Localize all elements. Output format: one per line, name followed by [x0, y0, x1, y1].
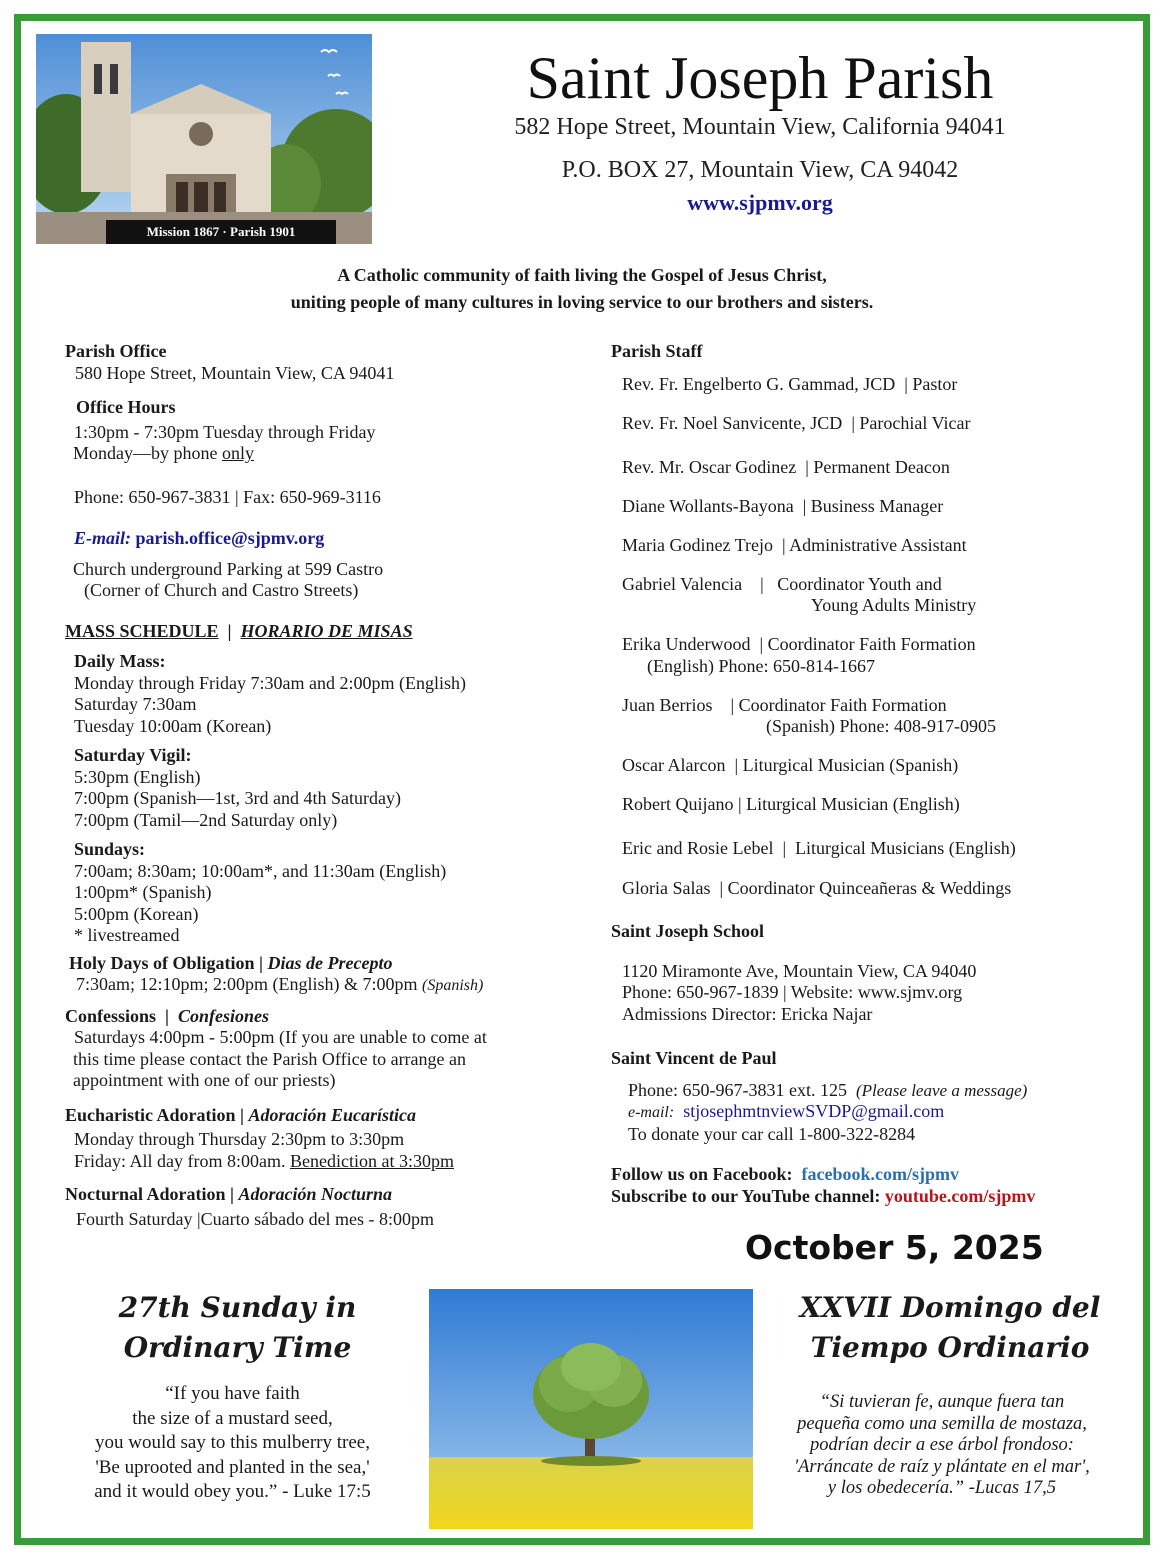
quote-line: “Si tuvieran fe, aunque fuera tan [819, 1392, 1065, 1412]
tree-illustration [429, 1289, 753, 1529]
nocturnal-heading: Nocturnal Adoration | Adoración Nocturna [65, 1184, 393, 1204]
youtube-label: Subscribe to our YouTube channel: [611, 1185, 881, 1206]
staff-role: Permanent Deacon [813, 457, 950, 477]
office-phone-fax: Phone: 650-967-3831 | Fax: 650-969-3116 [74, 486, 381, 507]
holy-days-heading: Holy Days of Obligation | Dias de Precepto [69, 952, 393, 973]
confessions-heading-es: Confesiones [178, 1005, 270, 1026]
sunday-line: 5:00pm (Korean) [74, 903, 199, 924]
mass-heading-es: HORARIO DE MISAS [240, 620, 413, 641]
staff-member: Rev. Fr. Noel Sanvicente, JCD | Parochial Vicar [622, 413, 971, 433]
sunday-title-line: Tiempo Ordinario [810, 1331, 1090, 1364]
staff-member: Oscar Alarcon | Liturgical Musician (Spanish) [622, 755, 959, 775]
sunday-mass [65, 839, 585, 947]
parish-website-link[interactable]: www.sjpmv.org [687, 190, 833, 215]
staff-member: Rev. Mr. Oscar Godinez | Permanent Deacon [622, 457, 950, 477]
facebook-row [611, 1164, 1141, 1186]
school-phone-web: Phone: 650-967-1839 | Website: www.sjmv.org [622, 982, 963, 1002]
staff-role: Business Manager [810, 496, 944, 516]
quote-line: y los obedecería.” -Lucas 17,5 [827, 1478, 1057, 1498]
adoration-heading-es: Adoración Eucarística [248, 1104, 417, 1125]
quote-line: podrían decir a ese árbol frondoso: [810, 1435, 1074, 1455]
staff-role: Liturgical Musicians (English) [795, 838, 1016, 858]
staff-member: Maria Godinez Trejo | Administrative Assistant [622, 535, 967, 555]
adoration-line: Monday through Thursday 2:30pm to 3:30pm [74, 1129, 405, 1149]
nocturnal-line: Fourth Saturday |Cuarto sábado del mes - 8:00pm [76, 1208, 435, 1229]
daily-mass-line: Saturday 7:30am [74, 694, 197, 714]
tree-photo [429, 1289, 753, 1529]
daily-mass-heading: Daily Mass: [74, 651, 166, 671]
youtube-row [611, 1186, 1141, 1208]
svdp-phone-number: Phone: 650-967-3831 ext. 125 [628, 1079, 847, 1100]
quote-line: “If you have faith [165, 1383, 300, 1404]
sunday-title-spanish [760, 1288, 1140, 1368]
parking-info-detail: (Corner of Church and Castro Streets) [84, 580, 359, 600]
staff-name: Eric and Rosie Lebel [622, 838, 774, 858]
staff-member: Gabriel Valencia | Coordinator Youth and [622, 574, 942, 594]
staff-name: Rev. Fr. Noel Sanvicente, JCD [622, 413, 843, 433]
staff-member: Eric and Rosie Lebel | Liturgical Musicians (English) [622, 838, 1016, 858]
staff-role: Coordinator Youth and [777, 574, 942, 594]
vigil-line: 5:30pm (English) [74, 766, 201, 787]
staff-name: Erika Underwood [622, 634, 751, 654]
staff-name: Robert Quijano [622, 794, 734, 814]
staff-name: Oscar Alarcon [622, 755, 726, 775]
adoration-line-friday [65, 1151, 585, 1173]
staff-role: Coordinator Faith Formation [738, 695, 947, 715]
benediction-text: Benediction at 3:30pm [289, 1150, 454, 1171]
svdp-email-label: e-mail: [628, 1104, 675, 1121]
parish-office-section [65, 341, 585, 1230]
parish-staff-heading: Parish Staff [611, 341, 703, 361]
daily-mass [65, 651, 585, 737]
sunday-line: * livestreamed [74, 925, 180, 945]
sunday-heading: Sundays: [74, 839, 146, 859]
church-photo [36, 34, 372, 244]
holy-times: 7:30am; 12:10pm; 2:00pm (English) & 7:00pm [76, 974, 418, 994]
office-hours-only: only [221, 443, 254, 463]
staff-member: Juan Berrios | Coordinator Faith Formation [622, 695, 947, 715]
holy-heading-en: Holy Days of Obligation [69, 952, 255, 973]
confessions-line: Saturdays 4:00pm - 5:00pm (If you are unable to come at [74, 1027, 487, 1047]
staff-member: Rev. Fr. Engelberto G. Gammad, JCD | Pastor [622, 374, 958, 394]
school-address: 1120 Miramonte Ave, Mountain View, CA 94040 [622, 960, 977, 981]
vigil-line: 7:00pm (Tamil—2nd Saturday only) [74, 809, 338, 830]
facebook-link[interactable]: facebook.com/sjpmv [801, 1164, 959, 1184]
quote-line: and it would obey you.” - Luke 17:5 [94, 1481, 371, 1502]
quote-line: 'Arráncate de raíz y plántate en el mar', [794, 1456, 1090, 1477]
svdp-email-link[interactable]: stjosephmtnviewSVDP@gmail.com [683, 1101, 945, 1121]
staff-name: Rev. Fr. Engelberto G. Gammad, JCD [622, 374, 896, 394]
sunday-title-english [60, 1288, 415, 1368]
mass-schedule-heading [65, 621, 585, 643]
staff-role: Parochial Vicar [859, 413, 971, 433]
svdp-phone [611, 1080, 1141, 1102]
office-hours-line: 1:30pm - 7:30pm Tuesday through Friday [74, 421, 376, 442]
office-email-link[interactable]: parish.office@sjpmv.org [135, 528, 325, 548]
holy-days-times [69, 974, 585, 997]
staff-role-continued: (English) Phone: 650-814-1667 [647, 656, 875, 676]
holy-days [65, 953, 585, 997]
daily-mass-line: Tuesday 10:00am (Korean) [74, 715, 272, 736]
vigil-line: 7:00pm (Spanish—1st, 3rd and 4th Saturday) [74, 788, 401, 808]
school-section [611, 921, 1131, 1025]
svdp-heading: Saint Vincent de Paul [611, 1048, 777, 1068]
nocturnal-heading-es: Adoración Nocturna [238, 1184, 393, 1204]
parish-po-box: P.O. BOX 27, Mountain View, CA 94042 [561, 157, 959, 183]
facebook-label: Follow us on Facebook: [611, 1164, 793, 1184]
staff-role: Administrative Assistant [789, 535, 967, 555]
eucharistic-adoration [65, 1105, 585, 1173]
staff-name: Maria Godinez Trejo [622, 535, 773, 555]
nocturnal-adoration [65, 1184, 585, 1230]
staff-member: Erika Underwood | Coordinator Faith Formation [622, 634, 976, 654]
nocturnal-heading-en: Nocturnal Adoration [65, 1184, 226, 1204]
holy-heading-es: Dias de Precepto [267, 952, 393, 973]
staff-name: Diane Wollants-Bayona [622, 496, 794, 516]
svdp-phone-note: (Please leave a message) [855, 1080, 1028, 1100]
confessions-line: appointment with one of our priests) [73, 1070, 336, 1090]
svdp-email-row [611, 1101, 1141, 1124]
mission-line: A Catholic community of faith living the Gospel of Jesus Christ, [337, 265, 827, 285]
quote-line: the size of a mustard seed, [132, 1407, 333, 1429]
adoration-friday-text: Friday: All day from 8:00am. [74, 1150, 290, 1171]
saturday-vigil [65, 745, 585, 831]
mission-statement [40, 262, 1124, 316]
quote-line: 'Be uprooted and planted in the sea,' [95, 1456, 370, 1478]
mass-heading-en: MASS SCHEDULE [65, 620, 219, 641]
youtube-link[interactable]: youtube.com/sjpmv [884, 1185, 1036, 1206]
bulletin-date: October 5, 2025 [745, 1228, 1044, 1267]
sunday-title-line: 27th Sunday in [118, 1291, 357, 1324]
social-section [611, 1164, 1141, 1207]
staff-role: Liturgical Musician (Spanish) [742, 755, 959, 775]
svdp-section [611, 1048, 1141, 1145]
confessions-heading: Confessions | Confesiones [65, 1005, 270, 1026]
adoration-heading: Eucharistic Adoration | Adoración Eucarística [65, 1104, 417, 1125]
gospel-quote-spanish [752, 1392, 1132, 1500]
mission-line: uniting people of many cultures in loving service to our brothers and sisters. [290, 292, 874, 312]
gospel-quote-english [50, 1382, 415, 1505]
staff-member: Diane Wollants-Bayona | Business Manager [622, 496, 944, 516]
daily-mass-line: Monday through Friday 7:30am and 2:00pm (English) [74, 672, 466, 693]
staff-member: Gloria Salas | Coordinator Quinceañeras & Weddings [622, 878, 1012, 898]
sunday-line: 1:00pm* (Spanish) [74, 882, 212, 902]
office-address: 580 Hope Street, Mountain View, CA 94041 [75, 362, 395, 383]
staff-role: Pastor [912, 374, 958, 394]
sunday-line: 7:00am; 8:30am; 10:00am*, and 11:30am (English) [74, 860, 447, 881]
staff-name: Rev. Mr. Oscar Godinez [622, 457, 797, 477]
parish-address: 582 Hope Street, Mountain View, California 94041 [514, 114, 1006, 140]
staff-name: Gabriel Valencia [622, 574, 743, 594]
confessions [65, 1006, 585, 1092]
school-heading: Saint Joseph School [611, 921, 765, 941]
staff-name: Juan Berrios [622, 695, 713, 715]
office-hours-monday [65, 443, 585, 465]
sunday-title-line: XXVII Domingo del [799, 1291, 1101, 1324]
vigil-heading: Saturday Vigil: [74, 745, 192, 765]
confessions-heading-en: Confessions [65, 1005, 157, 1026]
office-email-row [65, 528, 585, 550]
office-hours-monday-text: Monday—by phone [73, 443, 222, 463]
church-illustration [36, 34, 372, 244]
email-label: E-mail: [74, 528, 131, 548]
staff-role-continued: Young Adults Ministry [811, 595, 977, 615]
staff-role: Coordinator Faith Formation [767, 634, 976, 654]
parking-info: Church underground Parking at 599 Castro [73, 558, 384, 579]
svdp-donate: To donate your car call 1-800-322-8284 [628, 1123, 916, 1144]
office-hours-heading: Office Hours [76, 397, 176, 417]
school-admissions: Admissions Director: Ericka Najar [622, 1003, 873, 1024]
staff-role: Liturgical Musician (English) [746, 794, 960, 814]
sunday-title-line: Ordinary Time [123, 1331, 352, 1364]
confessions-line: this time please contact the Parish Office to arrange an [73, 1048, 467, 1069]
quote-line: you would say to this mulberry tree, [95, 1432, 370, 1453]
holy-spanish: (Spanish) [422, 977, 484, 994]
adoration-heading-en: Eucharistic Adoration [65, 1104, 236, 1125]
quote-line: pequeña como una semilla de mostaza, [797, 1413, 1087, 1434]
staff-name: Gloria Salas [622, 878, 711, 898]
staff-role-continued: (Spanish) Phone: 408-917-0905 [766, 716, 996, 736]
staff-member: Robert Quijano | Liturgical Musician (English) [622, 794, 960, 814]
parish-office-heading: Parish Office [65, 341, 167, 361]
parish-title: Saint Joseph Parish [526, 45, 994, 111]
staff-role: Coordinator Quinceañeras & Weddings [727, 878, 1012, 898]
photo-caption: Mission 1867 · Parish 1901 [106, 220, 336, 244]
mass-heading-separator: | [218, 620, 241, 641]
